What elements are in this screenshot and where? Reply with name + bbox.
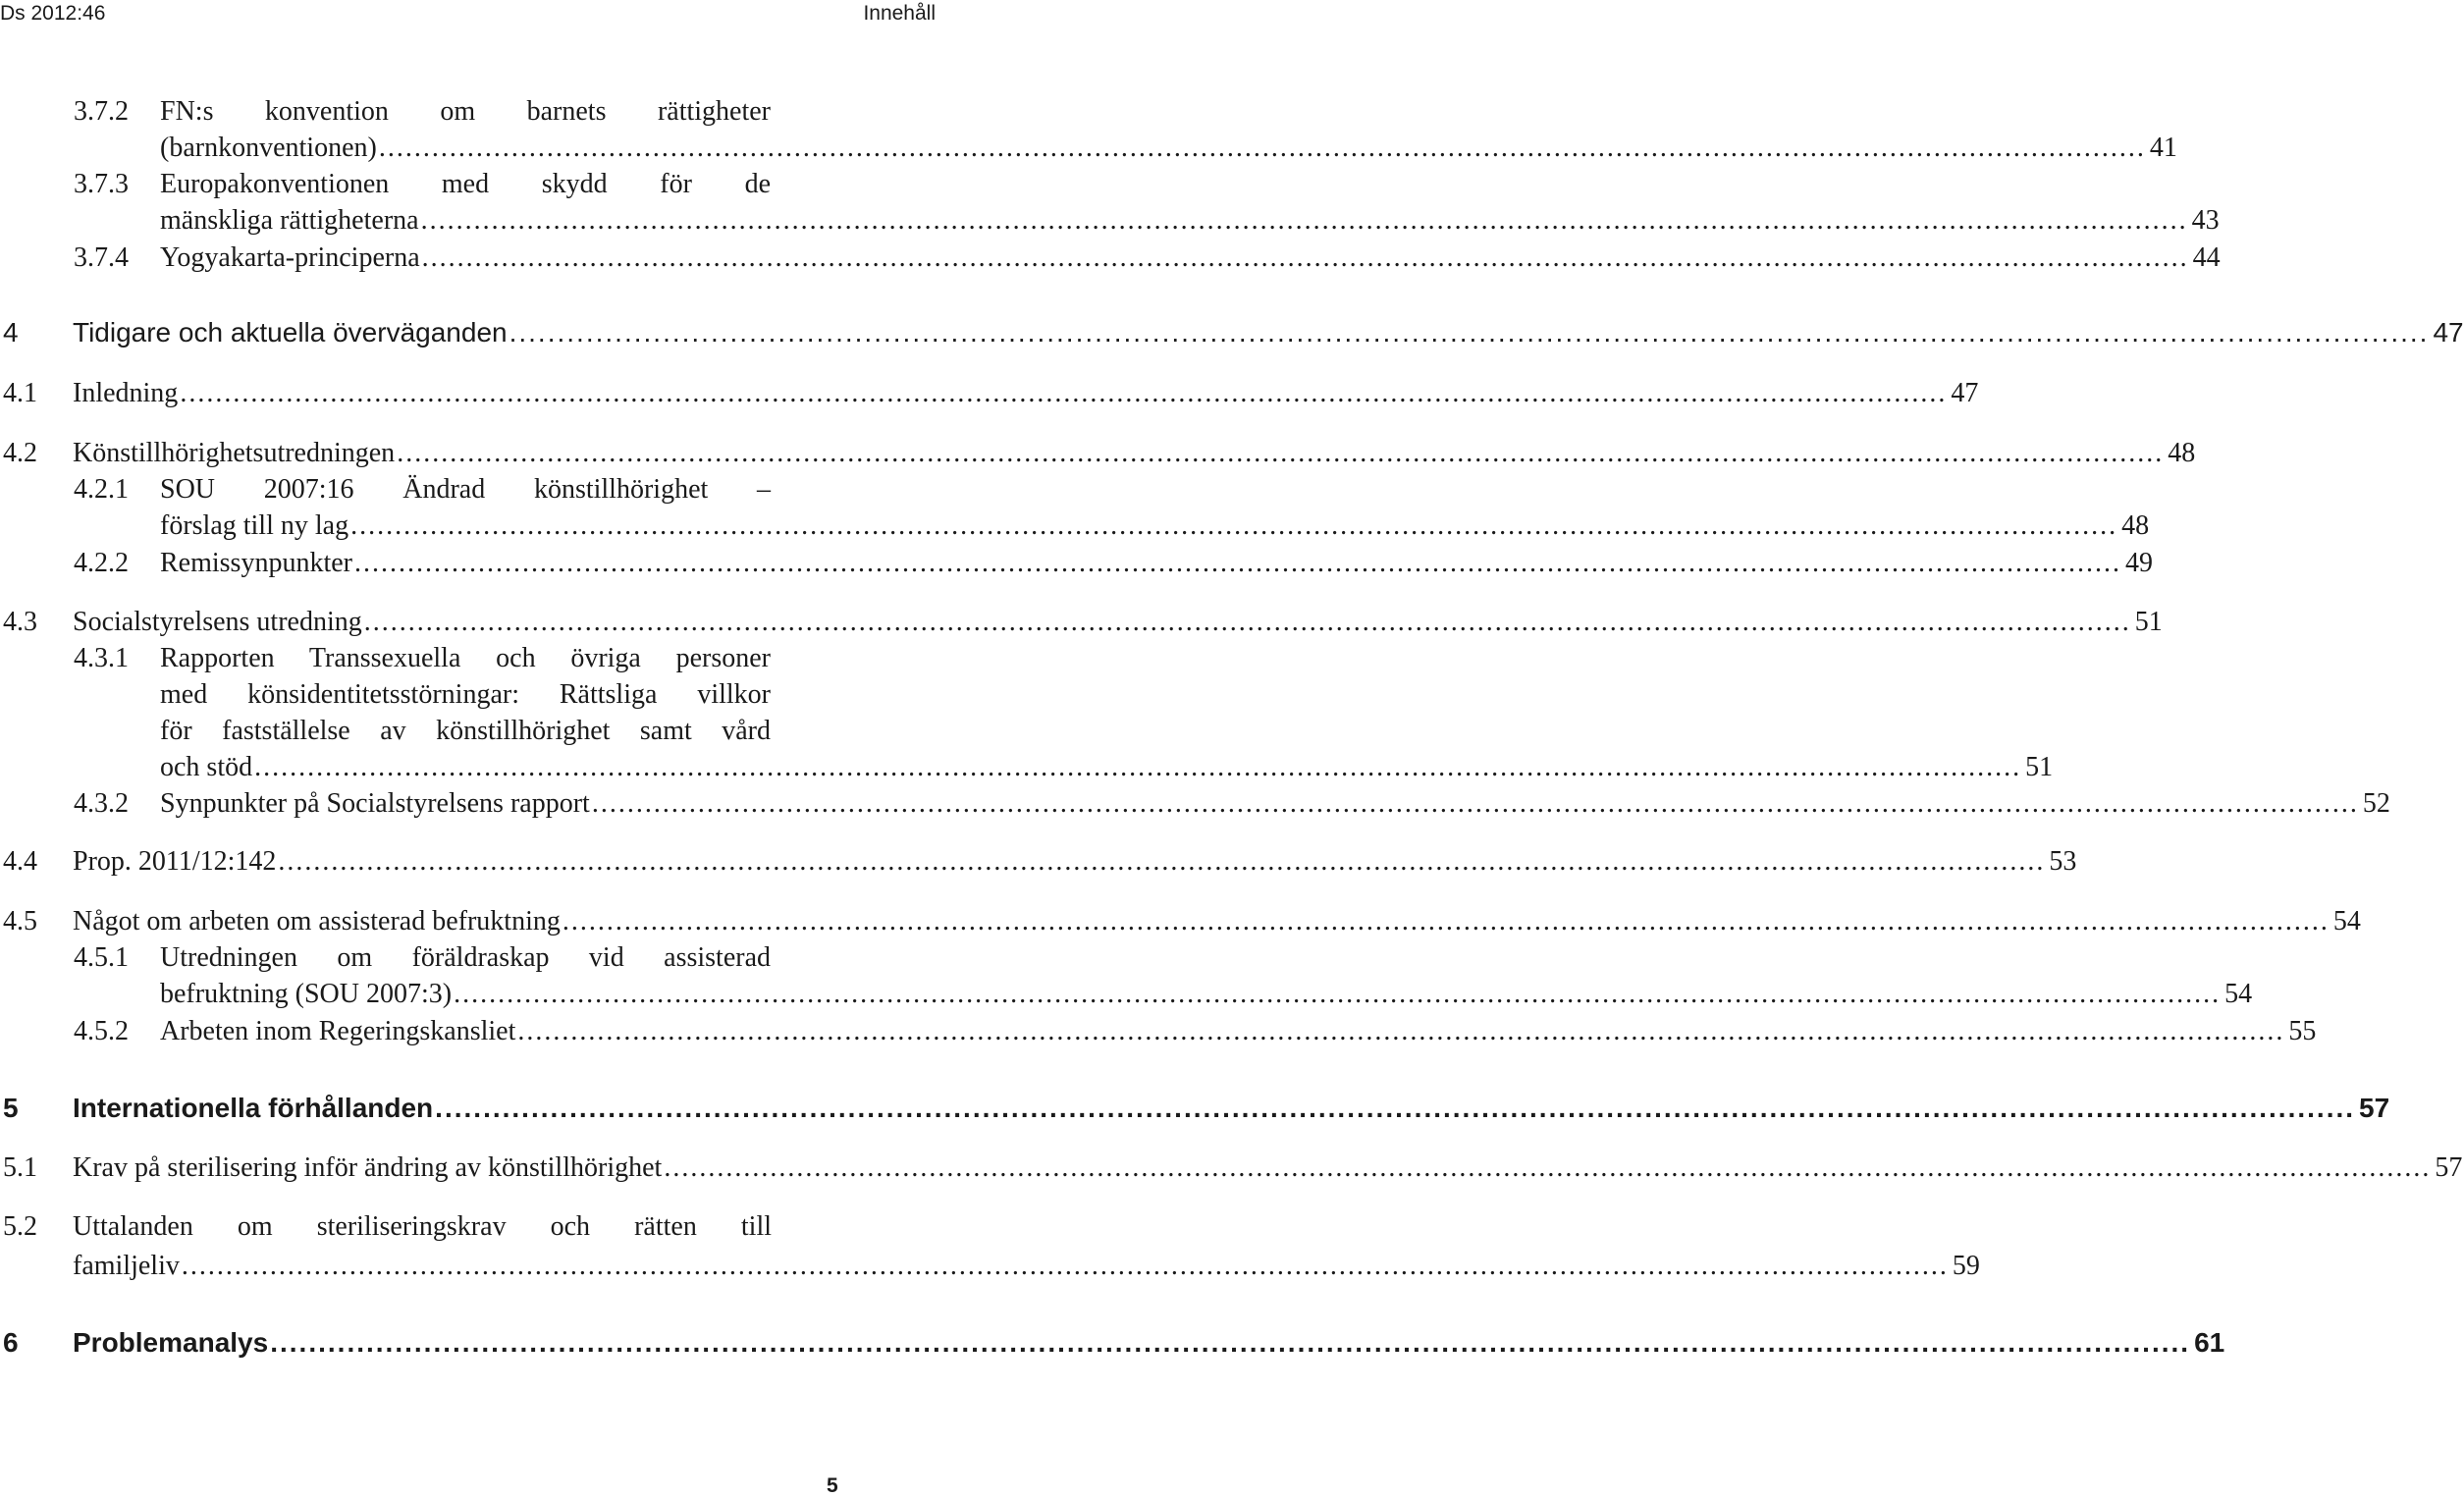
toc-leader: ........................................................................................................................................................................................................ [591, 788, 2359, 819]
toc-entry-number: 4.4 [3, 846, 37, 877]
toc-entry-number: 5.2 [3, 1211, 37, 1242]
toc-page-number: 49 [2125, 548, 2153, 578]
toc-entry-title: Remissynpunkter [160, 548, 352, 578]
toc-entry-title-cont: med könsidentitetsstörningar: Rättsliga villkor [160, 679, 771, 710]
toc-leader: ........................................................................................................................................................................................................ [270, 1327, 2191, 1358]
toc-entry-number: 3.7.2 [74, 96, 129, 127]
toc-entry-title-cont: förslag till ny lag [160, 510, 349, 541]
toc-page-number: 44 [2192, 242, 2221, 273]
toc-entry-title-cont: (barnkonventionen) [160, 133, 377, 163]
toc-leader: ........................................................................................................................................................................................................ [664, 1152, 2432, 1183]
toc-entry-title: Något om arbeten om assisterad befruktning [73, 906, 561, 936]
toc-leader: ........................................................................................................................................................................................................ [180, 378, 1948, 408]
toc-page-number: 57 [2359, 1093, 2390, 1123]
toc-chapter-title: Problemanalys [73, 1327, 269, 1358]
toc-page-number: 52 [2362, 788, 2390, 819]
toc-leader: ........................................................................................................................................................................................................ [435, 1093, 2356, 1123]
toc-page-number: 51 [2025, 752, 2054, 782]
toc-leader: ........................................................................................................................................................................................................ [397, 438, 2165, 468]
toc-leader: ........................................................................................................................................................................................................ [254, 752, 2022, 782]
toc-entry-title: Könstillhörighetsutredningen [73, 438, 396, 468]
toc-leader: ........................................................................................................................................................................................................ [454, 979, 2222, 1009]
toc-entry-title: Inledning [73, 378, 179, 408]
toc-entry-title: Synpunkter på Socialstyrelsens rapport [160, 788, 590, 819]
toc-entry-number: 4.2.2 [74, 548, 129, 578]
toc-entry-number: 5.1 [3, 1152, 37, 1183]
toc-entry-title: FN:s konvention om barnets rättigheter [160, 96, 771, 127]
toc-page-number: 54 [2224, 979, 2253, 1009]
toc-entry-title: Socialstyrelsens utredning [73, 607, 362, 637]
toc-entry-title: Prop. 2011/12:142 [73, 846, 277, 877]
toc-leader: ........................................................................................................................................................................................................ [421, 242, 2189, 273]
running-header-left: Ds 2012:46 [0, 2, 106, 25]
toc-entry-title-cont: och stöd [160, 752, 253, 782]
toc-entry-number: 4.5.1 [74, 942, 129, 973]
toc-chapter-title: Internationella förhållanden [73, 1093, 434, 1123]
toc-entry-title: Rapporten Transsexuella och övriga personer [160, 643, 771, 673]
toc-entry-title: Arbeten inom Regeringskansliet [160, 1016, 516, 1046]
toc-page-number: 54 [2332, 906, 2361, 936]
toc-leader: ........................................................................................................................................................................................................ [509, 317, 2430, 348]
toc-page-number: 48 [2168, 438, 2196, 468]
page-number: 5 [827, 1474, 838, 1497]
toc-page-number: 59 [1952, 1251, 1980, 1281]
toc-leader: ........................................................................................................................................................................................................ [363, 607, 2131, 637]
toc-entry-number: 4.3.2 [74, 788, 129, 819]
toc-entry-title-cont: familjeliv [73, 1251, 180, 1281]
toc-entry-title: Yogyakarta-principerna [160, 242, 420, 273]
toc-entry-title-cont: mänskliga rättigheterna [160, 205, 419, 236]
toc-entry-number: 3.7.3 [74, 169, 129, 199]
toc-page-number: 51 [2134, 607, 2163, 637]
toc-page-number: 48 [2121, 510, 2150, 541]
toc-page-number: 57 [2435, 1152, 2463, 1183]
toc-leader: ........................................................................................................................................................................................................ [420, 205, 2188, 236]
running-header-right: Innehåll [863, 2, 936, 25]
toc-entry-title: Krav på sterilisering inför ändring av könstillhörighet [73, 1152, 663, 1183]
toc-leader: ........................................................................................................................................................................................................ [517, 1016, 2285, 1046]
toc-leader: ........................................................................................................................................................................................................ [562, 906, 2330, 936]
toc-page-number: 47 [1951, 378, 1979, 408]
toc-leader: ........................................................................................................................................................................................................ [278, 846, 2046, 877]
toc-leader: ........................................................................................................................................................................................................ [354, 548, 2121, 578]
toc-entry-title: Utredningen om föräldraskap vid assisterad [160, 942, 771, 973]
toc-entry-number: 3.7.4 [74, 242, 129, 273]
toc-chapter-number: 6 [3, 1327, 19, 1358]
toc-chapter-title: Tidigare och aktuella överväganden [73, 317, 508, 348]
toc-entry-title-cont: befruktning (SOU 2007:3) [160, 979, 453, 1009]
toc-page-number: 53 [2049, 846, 2077, 877]
toc-chapter-number: 5 [3, 1093, 19, 1123]
toc-page-number: 43 [2191, 205, 2220, 236]
toc-entry-number: 4.2 [3, 438, 37, 468]
toc-entry-title-cont: för fastställelse av könstillhörighet samt vård [160, 716, 771, 746]
toc-page-number: 61 [2194, 1327, 2225, 1358]
toc-chapter-number: 4 [3, 317, 19, 348]
toc-entry-number: 4.5 [3, 906, 37, 936]
toc-entry-number: 4.1 [3, 378, 37, 408]
toc-leader: ........................................................................................................................................................................................................ [350, 510, 2118, 541]
toc-entry-title: Uttalanden om steriliseringskrav och rätten till [73, 1211, 772, 1242]
toc-leader: ........................................................................................................................................................................................................ [181, 1251, 1949, 1281]
toc-entry-number: 4.3 [3, 607, 37, 637]
toc-entry-number: 4.3.1 [74, 643, 129, 673]
toc-page-number: 41 [2149, 133, 2177, 163]
toc-entry-title: SOU 2007:16 Ändrad könstillhörighet – [160, 474, 771, 505]
toc-page-number: 55 [2288, 1016, 2317, 1046]
toc-leader: ........................................................................................................................................................................................................ [378, 133, 2146, 163]
toc-entry-number: 4.2.1 [74, 474, 129, 505]
toc-page-number: 47 [2433, 317, 2464, 348]
toc-entry-number: 4.5.2 [74, 1016, 129, 1046]
toc-entry-title: Europakonventionen med skydd för de [160, 169, 771, 199]
